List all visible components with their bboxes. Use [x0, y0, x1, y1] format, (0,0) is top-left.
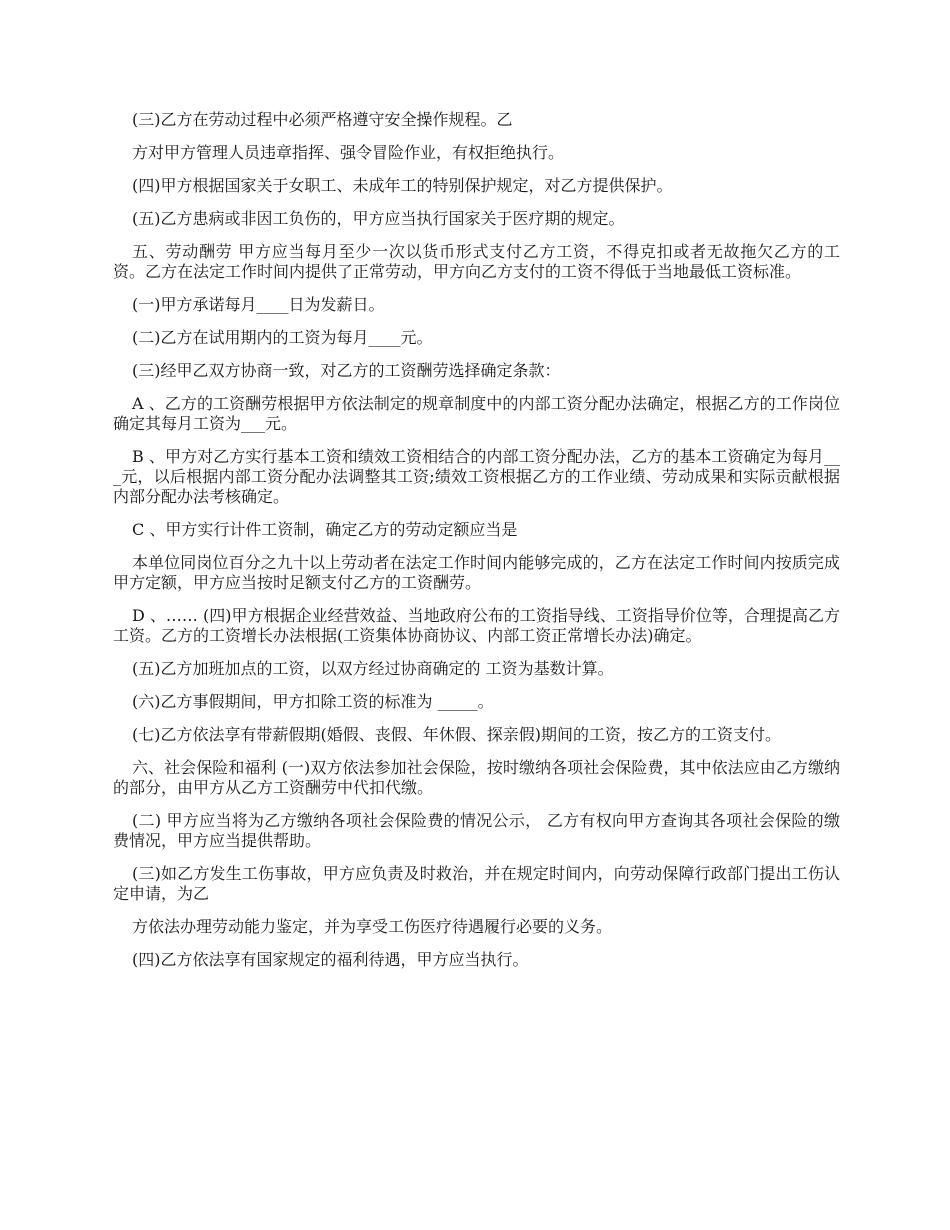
paragraph: (七)乙方依法享有带薪假期(婚假、丧假、年休假、探亲假)期间的工资，按乙方的工资支付。 — [132, 725, 781, 744]
section-heading-paragraph: 六、社会保险和福利 (一)双方依法参加社会保险，按时缴纳各项社会保险费，其中依法应由乙方缴纳的部分，由甲方从乙方工资酬劳中代扣代缴。 — [113, 758, 840, 797]
paragraph: (四)乙方依法享有国家规定的福利待遇，甲方应当执行。 — [132, 950, 529, 969]
paragraph: (五)乙方加班加点的工资，以双方经过协商确定的 工资为基数计算。 — [132, 659, 614, 678]
clause-a: A 、乙方的工资酬劳根据甲方依法制定的规章制度中的内部工资分配办法确定，根据乙方的工作岗位确定其每月工资为___元。 — [113, 394, 840, 433]
paragraph: (三)经甲乙双方协商一致，对乙方的工资酬劳选择确定条款： — [132, 361, 561, 380]
paragraph: (四)甲方根据国家关于女职工、未成年工的特别保护规定，对乙方提供保护。 — [132, 176, 673, 195]
paragraph: (一)甲方承诺每月____日为发薪日。 — [132, 295, 385, 314]
clause-c: C 、甲方实行计件工资制，确定乙方的劳动定额应当是 — [132, 520, 518, 539]
paragraph: (二)乙方在试用期内的工资为每月____元。 — [132, 328, 433, 347]
paragraph: (六)乙方事假期间，甲方扣除工资的标准为 _____。 — [132, 692, 494, 711]
paragraph: 方对甲方管理人员违章指挥、强令冒险作业，有权拒绝执行。 — [132, 143, 565, 162]
document-body — [113, 110, 840, 983]
clause-d: D 、…… (四)甲方根据企业经营效益、当地政府公布的工资指导线、工资指导价位等，合理提高乙方工资。乙方的工资增长办法根据(工资集体协商协议、内部工资正常增长办法)确定。 — [113, 606, 840, 645]
section-heading-paragraph: 五、劳动酬劳 甲方应当每月至少一次以货币形式支付乙方工资，不得克扣或者无故拖欠乙方的工资。乙方在法定工作时间内提供了正常劳动，甲方向乙方支付的工资不得低于当地最低工资标准。 — [113, 242, 840, 281]
paragraph: 方依法办理劳动能力鉴定，并为享受工伤医疗待遇履行必要的义务。 — [132, 917, 613, 936]
clause-b: B 、甲方对乙方实行基本工资和绩效工资相结合的内部工资分配办法，乙方的基本工资确定为每月___元，以后根据内部工资分配办法调整其工资;绩效工资根据乙方的工作业绩、劳动成果和实际贡献根据内部分配办法考核确定。 — [113, 447, 840, 506]
paragraph: (二) 甲方应当将为乙方缴纳各项社会保险费的情况公示， 乙方有权向甲方查询其各项社会保险的缴费情况，甲方应当提供帮助。 — [113, 811, 840, 850]
paragraph: (三)乙方在劳动过程中必须严格遵守安全操作规程。乙 — [132, 110, 513, 129]
paragraph: (五)乙方患病或非因工负伤的，甲方应当执行国家关于医疗期的规定。 — [132, 209, 625, 228]
paragraph: 本单位同岗位百分之九十以上劳动者在法定工作时间内能够完成的，乙方在法定工作时间内按质完成甲方定额，甲方应当按时足额支付乙方的工资酬劳。 — [113, 553, 840, 592]
paragraph: (三)如乙方发生工伤事故，甲方应负责及时救治，并在规定时间内，向劳动保障行政部门提出工伤认定申请，为乙 — [113, 864, 840, 903]
